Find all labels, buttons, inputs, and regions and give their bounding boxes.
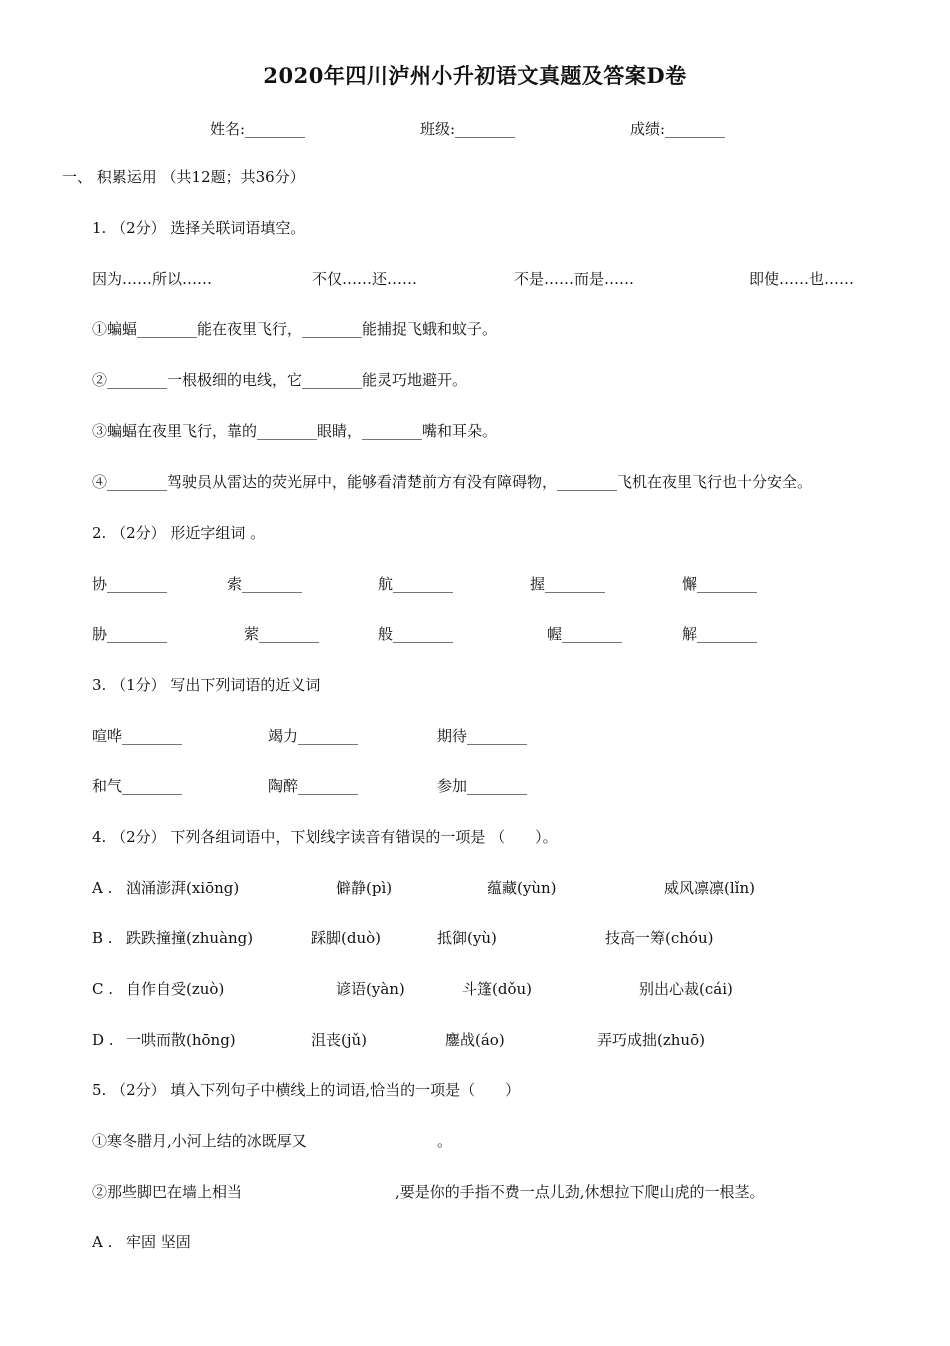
q1-option: 不仅……还…… <box>312 270 418 288</box>
q2-word: 胁________ <box>92 625 168 643</box>
q1-item: ①蝙蝠________能在夜里飞行，________能捕捉飞蛾和蚊子。 <box>92 320 498 338</box>
q5-sentence-2: ②那些脚巴在墙上相当 <box>92 1183 243 1201</box>
question-5-stem: 5. （2分） 填入下列句子中横线上的词语,恰当的一项是（ ） <box>92 1081 521 1099</box>
q3-word: 竭力________ <box>268 727 359 745</box>
q5-option-text: 牢固 坚固 <box>126 1233 191 1251</box>
q5-sentence-2-end: ,要是你的手指不费一点儿劲,休想拉下爬山虎的一根茎。 <box>395 1183 765 1201</box>
q4-word: 威风凛凛(lǐn) <box>664 879 755 897</box>
q3-word: 和气________ <box>92 777 183 795</box>
q4-word: 蕴藏(yùn) <box>487 879 557 897</box>
q4-word: 弄巧成拙(zhuō) <box>597 1031 705 1049</box>
q1-item: ③蝙蝠在夜里飞行，靠的________眼睛，________嘴和耳朵。 <box>92 422 498 440</box>
q2-word: 航________ <box>378 575 454 593</box>
q4-word: 沮丧(jǔ) <box>311 1031 368 1049</box>
q4-word: 抵御(yù) <box>437 929 497 947</box>
q5-option-label: A . <box>92 1233 113 1251</box>
q4-option-label: A . <box>92 879 113 897</box>
q3-word: 陶醉________ <box>268 777 359 795</box>
q2-word: 索________ <box>227 575 303 593</box>
score-field: 成绩:________ <box>630 120 726 138</box>
q4-option-label: B . <box>92 929 113 947</box>
question-3-stem: 3. （1分） 写出下列词语的近义词 <box>92 676 321 694</box>
q4-word: 谚语(yàn) <box>336 980 405 998</box>
q2-word: 幄________ <box>547 625 623 643</box>
question-2-stem: 2. （2分） 形近字组词 。 <box>92 524 266 542</box>
q4-word: 别出心裁(cái) <box>639 980 733 998</box>
q2-word: 解________ <box>682 625 758 643</box>
question-4-stem: 4. （2分） 下列各组词语中，下划线字读音有错误的一项是 （ ）。 <box>92 828 558 846</box>
q4-word: 踩脚(duò) <box>311 929 381 947</box>
q5-sentence-1-end: 。 <box>437 1132 453 1150</box>
q4-word: 技高一筹(chóu) <box>605 929 714 947</box>
page-title: 2020年四川泸州小升初语文真题及答案D卷 <box>263 63 687 88</box>
q2-word: 懈________ <box>682 575 758 593</box>
q4-word: 僻静(pì) <box>336 879 393 897</box>
q5-sentence-1: ①寒冬腊月,小河上结的冰既厚又 <box>92 1132 307 1150</box>
q4-word: 汹涌澎湃(xiōng) <box>126 879 240 897</box>
q3-word: 喧哗________ <box>92 727 183 745</box>
q1-option: 即使……也…… <box>749 270 855 288</box>
section-heading: 一、 积累运用 （共12题；共36分） <box>62 168 305 186</box>
q1-option: 不是……而是…… <box>514 270 635 288</box>
class-field: 班级:________ <box>420 120 516 138</box>
q3-word: 参加________ <box>437 777 528 795</box>
q1-option: 因为……所以…… <box>92 270 213 288</box>
q4-word: 斗篷(dǒu) <box>462 980 532 998</box>
q4-word: 自作自受(zuò) <box>126 980 225 998</box>
q4-option-label: D . <box>92 1031 114 1049</box>
q1-item: ④________驾驶员从雷达的荧光屏中，能够看清楚前方有没有障碍物，________飞机在夜里飞行也十分安全。 <box>92 473 813 491</box>
q4-option-label: C . <box>92 980 114 998</box>
q4-word: 一哄而散(hōng) <box>126 1031 236 1049</box>
q2-word: 协________ <box>92 575 168 593</box>
q2-word: 握________ <box>530 575 606 593</box>
q3-word: 期待________ <box>437 727 528 745</box>
q4-word: 跌跌撞撞(zhuàng) <box>126 929 254 947</box>
q2-word: 萦________ <box>244 625 320 643</box>
q1-item: ②________一根极细的电线，它________能灵巧地避开。 <box>92 371 468 389</box>
name-field: 姓名:________ <box>210 120 306 138</box>
question-1-stem: 1. （2分） 选择关联词语填空。 <box>92 219 306 237</box>
q4-word: 鏖战(áo) <box>445 1031 505 1049</box>
q2-word: 般________ <box>378 625 454 643</box>
